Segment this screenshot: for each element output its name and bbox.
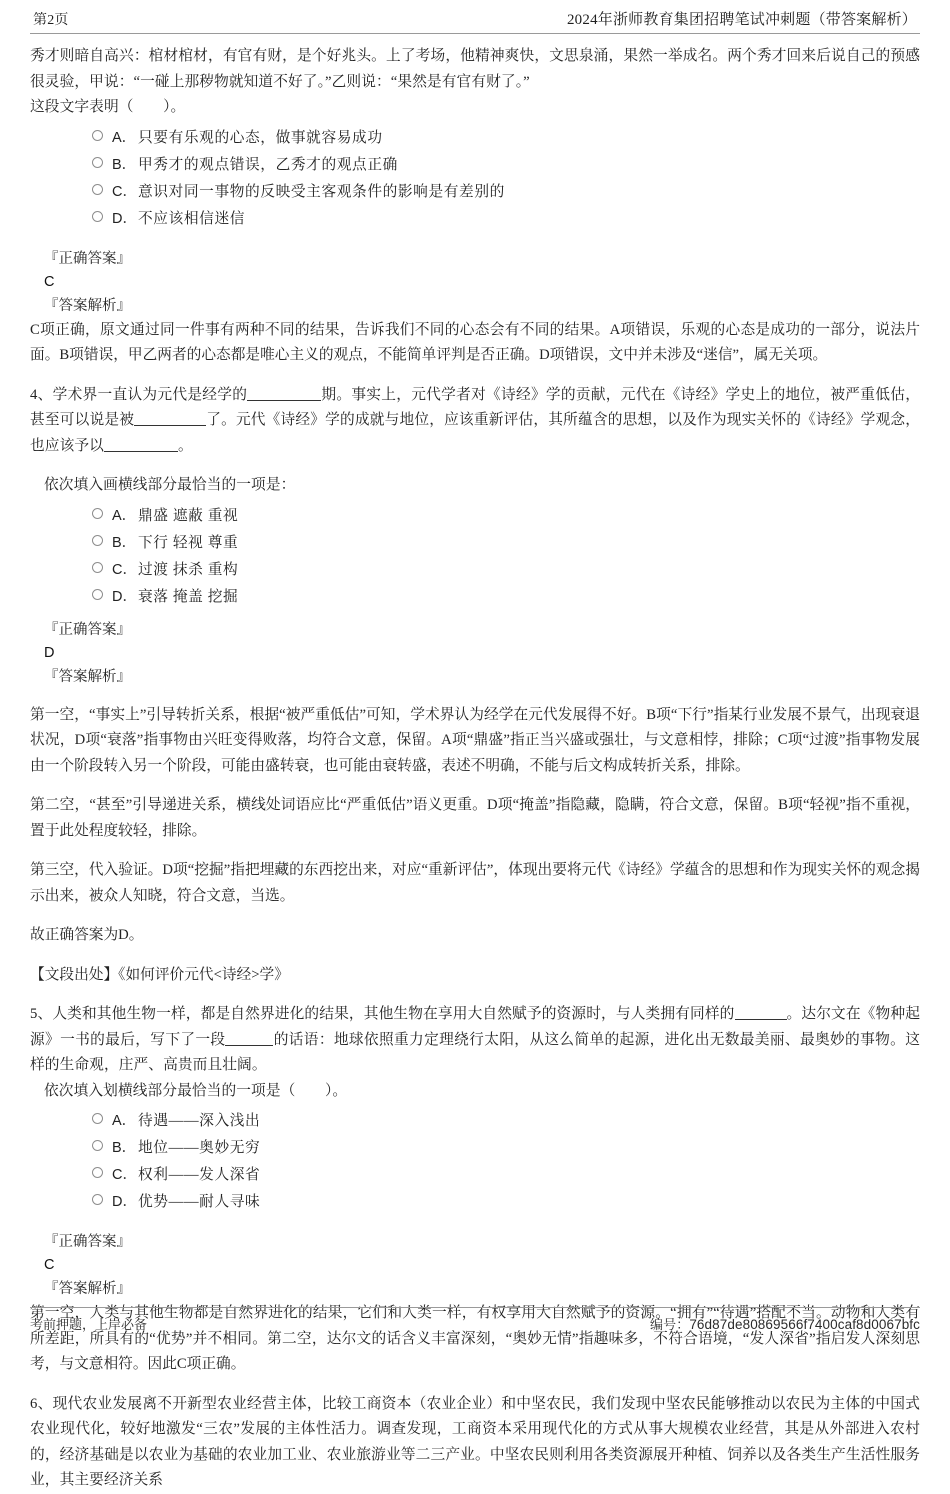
option-row[interactable] bbox=[30, 530, 920, 557]
q4-stem-part-2: 期。事实上，元代学者对《诗经》学的贡献，元代在《诗经》学史上的地位，被严重低估，甚至可以说是被 bbox=[30, 386, 920, 428]
option-letter: A． bbox=[112, 129, 137, 146]
fill-blank bbox=[735, 1019, 787, 1020]
option-text: 优势——耐人寻味 bbox=[138, 1194, 261, 1210]
q6-stem: 6、现代农业发展离不开新型农业经营主体，比较工商资本（农业企业）和中坚农民，我们发现中坚农民能够推动以农民为主体的中国式农业现代化，较好地激发“三农”发展的主体性活力。调查发现，工商资本采用现代化的方式从事大规模农业经营，其是从外部进入农村的，经济基础是以农业为基础的农业加工业、农业旅游业等二三产业。中坚农民则利用各类资源展开种植、饲养以及各类生产生活性服务业，其主要经济关系 bbox=[30, 1395, 920, 1488]
q4-source: 【文段出处】《如何评价元代<诗经>学》 bbox=[30, 966, 289, 983]
q5-stem-part-2: 。达尔文在《物种起源》一书的最后，写下了一段 bbox=[30, 1006, 920, 1048]
option-row[interactable] bbox=[30, 125, 920, 152]
question-4-block bbox=[30, 383, 920, 989]
radio-button-icon[interactable] bbox=[92, 211, 103, 222]
document-title: 2024年浙师教育集团招聘笔试冲刺题（带答案解析） bbox=[566, 12, 917, 28]
option-letter: C． bbox=[112, 183, 137, 200]
option-row[interactable] bbox=[30, 1189, 920, 1216]
footer-id-label: 编号： bbox=[650, 1317, 690, 1332]
q5-stem bbox=[30, 1002, 920, 1079]
option-letter: B． bbox=[112, 534, 137, 551]
q3-options bbox=[30, 125, 920, 233]
option-letter: B． bbox=[112, 1140, 137, 1156]
q4-analysis-paragraph-3: 第三空，代入验证。D项“挖掘”指把埋藏的东西挖出来，对应“重新评估”，体现出要将元代《诗经》学蕴含的思想和作为现实关怀的观念揭示出来，被众人知晓，符合文意，当选。 bbox=[30, 862, 920, 904]
radio-button-icon[interactable] bbox=[92, 1194, 103, 1205]
q4-analysis-label: 『答案解析』 bbox=[44, 668, 131, 685]
fill-blank bbox=[104, 451, 178, 452]
footer-id bbox=[650, 1314, 920, 1333]
q4-analysis-paragraph-2: 第二空，“甚至”引导递进关系，横线处词语应比“严重低估”语义更重。D项“掩盖”指隐藏，隐瞒，符合文意，保留。B项“轻视”指不重视，置于此处程度较轻，排除。 bbox=[30, 797, 920, 839]
option-letter: D． bbox=[112, 1194, 137, 1210]
radio-button-icon[interactable] bbox=[92, 157, 103, 168]
q4-stem-part-4: 。 bbox=[177, 437, 193, 454]
option-row[interactable] bbox=[30, 206, 920, 233]
q3-prompt: 这段文字表明（ ）。 bbox=[30, 99, 186, 115]
option-letter: A． bbox=[112, 1113, 137, 1129]
radio-button-icon[interactable] bbox=[92, 535, 103, 546]
q5-analysis-label: 『答案解析』 bbox=[44, 1281, 131, 1297]
option-letter: D． bbox=[112, 588, 137, 605]
q4-stem-part-1: 4、学术界一直认为元代是经学的 bbox=[30, 386, 248, 403]
option-row[interactable] bbox=[30, 1108, 920, 1135]
fill-blank bbox=[247, 400, 321, 401]
option-text: 过渡 抹杀 重构 bbox=[138, 561, 239, 578]
q4-prompt: 依次填入画横线部分最恰当的一项是： bbox=[44, 477, 296, 493]
option-text: 权利——发人深省 bbox=[138, 1167, 261, 1183]
radio-button-icon[interactable] bbox=[92, 1140, 103, 1151]
option-letter: A． bbox=[112, 507, 137, 524]
q3-analysis-label: 『答案解析』 bbox=[44, 297, 131, 314]
option-row[interactable] bbox=[30, 1162, 920, 1189]
fill-blank bbox=[134, 425, 206, 426]
option-text: 意识对同一事物的反映受主客观条件的影响是有差别的 bbox=[138, 183, 505, 200]
radio-button-icon[interactable] bbox=[92, 508, 103, 519]
q5-prompt: 依次填入划横线部分最恰当的一项是（ ）。 bbox=[44, 1082, 348, 1099]
radio-button-icon[interactable] bbox=[92, 562, 103, 573]
option-row[interactable] bbox=[30, 179, 920, 206]
option-text: 只要有乐观的心态，做事就容易成功 bbox=[138, 129, 383, 146]
radio-button-icon[interactable] bbox=[92, 184, 103, 195]
q5-stem-part-1: 5、人类和其他生物一样，都是自然界进化的结果，其他生物在享用大自然赋予的资源时，与人类拥有同样的 bbox=[30, 1006, 735, 1022]
q3-correct-answer-label: 『正确答案』 bbox=[44, 250, 131, 267]
q4-analysis-conclusion: 故正确答案为D。 bbox=[30, 927, 144, 943]
option-text: 鼎盛 遮蔽 重视 bbox=[138, 507, 239, 524]
footer-id-value: 76d87de80869566f7400caf8d0067bfc bbox=[689, 1317, 920, 1332]
question-3-block bbox=[30, 44, 920, 369]
radio-button-icon[interactable] bbox=[92, 1113, 103, 1124]
q5-options bbox=[30, 1108, 920, 1216]
q5-correct-answer-value: C bbox=[44, 1257, 55, 1273]
option-row[interactable] bbox=[30, 152, 920, 179]
q4-analysis-paragraph-1: 第一空，“事实上”引导转折关系，根据“被严重低估”可知，学术界认为经学在元代发展得不好。B项“下行”指某行业发展不景气，出现衰退状况，D项“衰落”指事物由兴旺变得败落，均符合文意，保留。A项“鼎盛”指正当兴盛或强壮，与文意相悖，排除；C项“过渡”指事物发展由一个阶段转入另一个阶段，可能由盛转衰，也可能由衰转盛，表述不明确，不能与后文构成转折关系，排除。 bbox=[30, 706, 920, 774]
fill-blank bbox=[225, 1045, 273, 1046]
question-6-block bbox=[30, 1392, 920, 1494]
document-content bbox=[30, 34, 920, 1494]
option-row[interactable] bbox=[30, 1135, 920, 1162]
q4-correct-answer-label: 『正确答案』 bbox=[44, 621, 131, 638]
q5-analysis-text: 第一空，人类与其他生物都是自然界进化的结果，它们和人类一样，有权享用大自然赋予的资源。“拥有”“待遇”搭配不当。动物和人类有所差距，所具有的“优势”并不相同。第二空，达尔文的话含义丰富深刻，“奥妙无情”指趣味多，不符合语境，“发人深省”指启发人深刻思考，与文意相符。因此C项正确。 bbox=[30, 1305, 920, 1372]
radio-button-icon[interactable] bbox=[92, 130, 103, 141]
option-text: 地位——奥妙无穷 bbox=[138, 1140, 261, 1156]
q4-stem bbox=[30, 383, 920, 460]
q3-analysis-text: C项正确，原文通过同一件事有两种不同的结果，告诉我们不同的心态会有不同的结果。A项错误，乐观的心态是成功的一部分，说法片面。B项错误，甲乙两者的心态都是唯心主义的观点，不能简单评判是否正确。D项错误，文中并未涉及“迷信”，属无关项。 bbox=[30, 321, 920, 363]
option-text: 待遇——深入浅出 bbox=[138, 1113, 261, 1129]
q4-options bbox=[30, 503, 920, 611]
option-row[interactable] bbox=[30, 557, 920, 584]
page-number-label: 第2页 bbox=[33, 13, 69, 28]
option-letter: B． bbox=[112, 156, 137, 173]
option-row[interactable] bbox=[30, 503, 920, 530]
q5-correct-answer-label: 『正确答案』 bbox=[44, 1234, 131, 1250]
option-text: 甲秀才的观点错误，乙秀才的观点正确 bbox=[138, 156, 398, 173]
radio-button-icon[interactable] bbox=[92, 1167, 103, 1178]
q3-passage: 秀才则暗自高兴：棺材棺材，有官有财，是个好兆头。上了考场，他精神爽快，文思泉涌，果然一举成名。两个秀才回来后说自己的预感很灵验，甲说：“一碰上那秽物就知道不好了。”乙则说：“果然是有官有财了。” bbox=[30, 48, 920, 90]
q4-stem-part-3: 了。元代《诗经》学的成就与地位，应该重新评估，其所蕴含的思想，以及作为现实关怀的《诗经》学观念，也应该予以 bbox=[30, 412, 920, 454]
option-letter: D． bbox=[112, 210, 137, 227]
option-text: 下行 轻视 尊重 bbox=[138, 534, 239, 551]
page-header bbox=[30, 0, 920, 34]
q5-stem-part-3: 的话语：地球依照重力定理绕行太阳，从这么简单的起源，进化出无数最美丽、最奥妙的事物。这样的生命观，庄严、高贵而且壮阔。 bbox=[30, 1031, 920, 1073]
option-letter: C． bbox=[112, 1167, 137, 1183]
footer-slogan: 考前押题，上岸必备 bbox=[30, 1317, 148, 1332]
radio-button-icon[interactable] bbox=[92, 589, 103, 600]
q3-correct-answer-value: C bbox=[44, 273, 55, 290]
page-footer bbox=[30, 1307, 920, 1333]
option-row[interactable] bbox=[30, 584, 920, 611]
option-letter: C． bbox=[112, 561, 137, 578]
option-text: 不应该相信迷信 bbox=[138, 210, 246, 227]
option-text: 衰落 掩盖 挖掘 bbox=[138, 588, 239, 605]
q4-correct-answer-value: D bbox=[44, 644, 55, 661]
